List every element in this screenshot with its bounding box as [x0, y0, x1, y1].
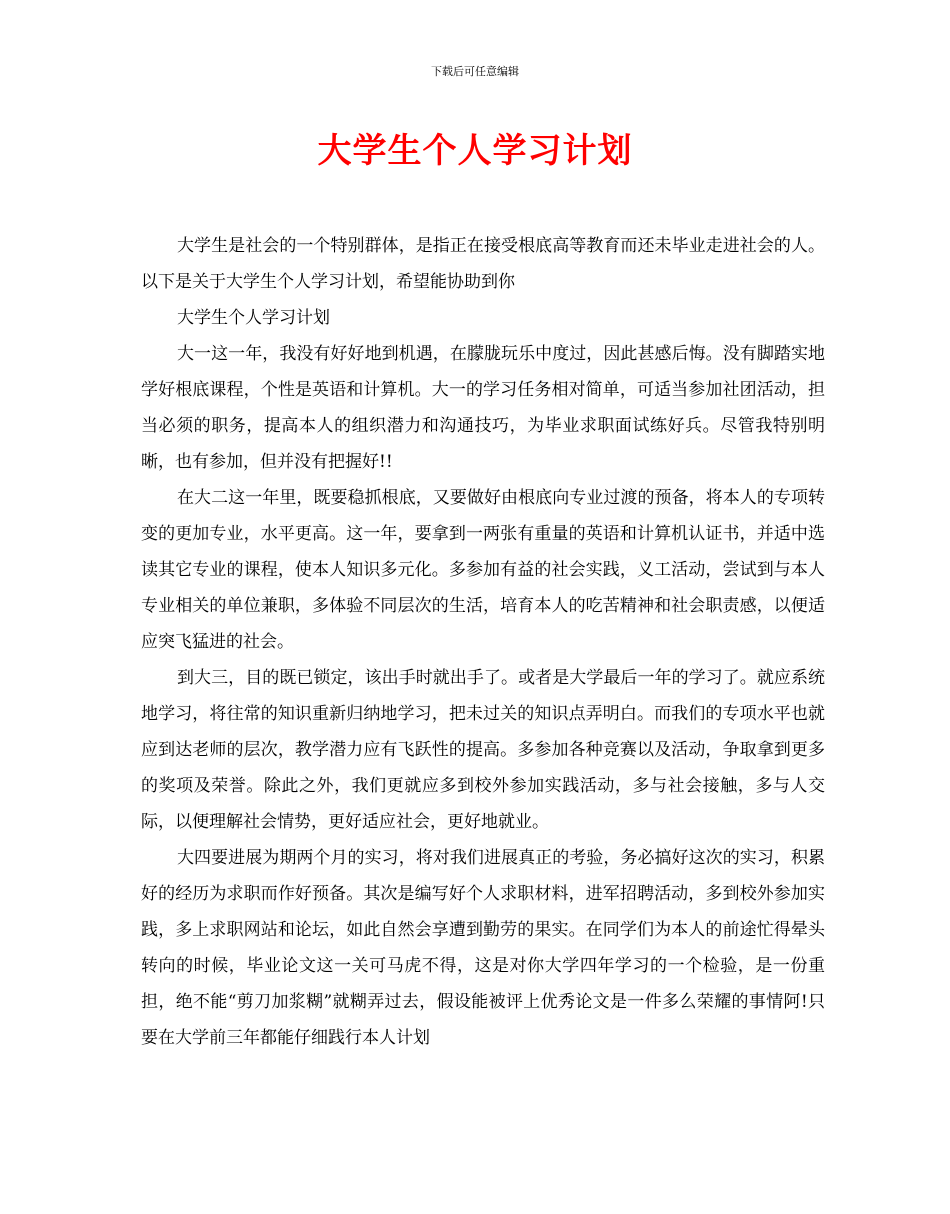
paragraph-first-year: 大一这一年，我没有好好地到机遇，在朦胧玩乐中度过，因此甚感后悔。没有脚踏实地学好根底课程，个性是英语和计算机。大一的学习任务相对简单，可适当参加社团活动，担当必须的职务，提高本人的组织潜力和沟通技巧，为毕业求职面试练好兵。尽管我特别明晰，也有参加，但并没有把握好!! — [141, 344, 825, 472]
header-note: 下载后可任意编辑 — [431, 65, 519, 78]
paragraph-second-year: 在大二这一年里，既要稳抓根底，又要做好由根底向专业过渡的预备，将本人的专项转变的更加专业，水平更高。这一年，要拿到一两张有重量的英语和计算机认证书，并适中选读其它专业的课程，使本人知识多元化。多参加有益的社会实践，义工活动，尝试到与本人专业相关的单位兼职，多体验不同层次的生活，培育本人的吃苦精神和社会职责感，以便适应突飞猛进的社会。 — [141, 488, 825, 652]
paragraph-third-year: 到大三，目的既已锁定，该出手时就出手了。或者是大学最后一年的学习了。就应系统地学习，将往常的知识重新归纳地学习，把未过关的知识点弄明白。而我们的专项水平也就应到达老师的层次，教学潜力应有飞跃性的提高。多参加各种竞赛以及活动，争取拿到更多的奖项及荣誉。除此之外，我们更就应多到校外参加实践活动，多与社会接触，多与人交际，以便理解社会情势，更好适应社会，更好地就业。 — [141, 668, 825, 832]
document-title: 大学生个人学习计划 — [317, 131, 633, 171]
paragraph-intro: 大学生是社会的一个特别群体，是指正在接受根底高等教育而还未毕业走进社会的人。以下是关于大学生个人学习计划，希望能协助到你 — [141, 236, 825, 292]
paragraph-fourth-year: 大四要进展为期两个月的实习，将对我们进展真正的考验，务必搞好这次的实习，积累好的经历为求职而作好预备。其次是编写好个人求职材料，进军招聘活动，多到校外参加实践，多上求职网站和论坛，如此自然会享遭到勤劳的果实。在同学们为本人的前途忙得晕头转向的时候，毕业论文这一关可马虎不得，这是对你大学四年学习的一个检验，是一份重担，绝不能“剪刀加浆糊”就糊弄过去，假设能被评上优秀论文是一件多么荣耀的事情阿!只要在大学前三年都能仔细践行本人计划 — [141, 848, 825, 1048]
document-body — [141, 228, 825, 1056]
paragraph-subtitle: 大学生个人学习计划 — [177, 308, 330, 328]
